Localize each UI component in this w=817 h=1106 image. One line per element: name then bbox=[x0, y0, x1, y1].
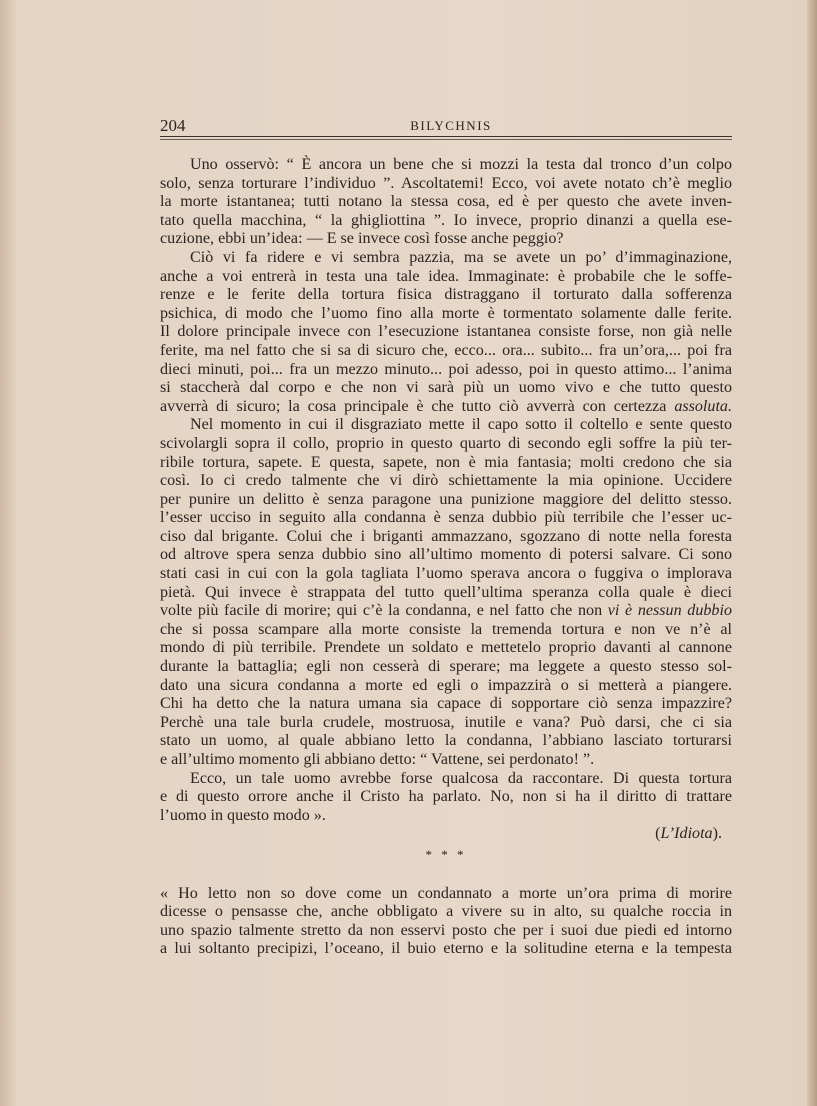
text-line bbox=[160, 940, 732, 959]
text-line bbox=[160, 751, 732, 770]
text-line-content: Uno osservò: “ È ancora un bene che si mozzi la testa dal tronco d’un colpo bbox=[190, 156, 732, 173]
text-line bbox=[160, 491, 732, 510]
text-line-content: od altrove spera senza dubbio sino all’ultimo momento di potersi salvare. Ci sono bbox=[160, 546, 732, 564]
running-title: BILYCHNIS bbox=[410, 118, 492, 133]
text-line bbox=[160, 922, 732, 941]
text-line bbox=[160, 584, 732, 603]
text-line bbox=[160, 528, 732, 547]
text-line-content: così. Io ci credo talmente che vi dirò schiettamente la mia opinione. Uccidere bbox=[160, 472, 732, 490]
text-line-content: tato quella macchina, “ la ghigliottina ”. Io invece, proprio dinanzi a quella ese- bbox=[160, 211, 732, 229]
text-line bbox=[160, 454, 732, 473]
text-line-content: a lui soltanto precipizi, l’oceano, il buio eterno e la solitudine eterna e la tempesta bbox=[160, 940, 732, 958]
text-line bbox=[160, 212, 732, 231]
text-line bbox=[160, 639, 732, 658]
text-line bbox=[160, 546, 732, 565]
text-line-content: Il dolore principale invece con l’esecuzione istantanea consiste forse, non già nelle bbox=[160, 323, 732, 341]
text-line bbox=[160, 230, 732, 249]
text-line bbox=[160, 903, 732, 922]
text-line-content: pietà. Qui invece è strappata del tutto quell’ultima speranza colla quale è dieci bbox=[160, 583, 732, 601]
text-line-content: stato un uomo, al quale abbiano letto la condanna, l’abbiano lasciato torturarsi bbox=[160, 732, 732, 750]
text-line-content: dato una sicura condanna a morte ed egli o impazzirà o si metterà a piangere. bbox=[160, 676, 732, 694]
text-line bbox=[160, 342, 732, 361]
text-line-content: renze e le ferite della tortura fisica distraggano il torturato dalla sofferenza bbox=[160, 286, 732, 304]
text-line bbox=[160, 249, 732, 268]
text-line-emphasis: vi è nessun dubbio bbox=[607, 602, 732, 620]
text-line-content: si staccherà dal corpo e che non vi sarà più un uomo vivo e che tutto questo bbox=[160, 379, 732, 397]
text-line bbox=[160, 305, 732, 324]
text-line bbox=[160, 621, 732, 640]
header-rule-secondary bbox=[160, 139, 732, 141]
text-line-content: psichica, di modo che l’uomo fino alla morte è tormentato solamente dalle ferite. bbox=[160, 304, 732, 322]
text-line bbox=[160, 435, 732, 454]
text-line-content: che si possa scampare alla morte consiste la tremenda tortura e non ve n’è al bbox=[160, 620, 732, 638]
text-line-content: uno spazio talmente stretto da non esservi posto che per i suoi due piedi ed intorno bbox=[160, 921, 732, 939]
text-line bbox=[160, 714, 732, 733]
source-attribution: (L’Idiota). bbox=[655, 825, 722, 843]
text-line bbox=[160, 695, 732, 714]
text-line-content: per punire un delitto è senza paragone una punizione maggiore del delitto stesso. bbox=[160, 490, 732, 508]
text-line bbox=[160, 565, 732, 584]
page-header bbox=[160, 116, 732, 136]
text-line bbox=[160, 156, 732, 175]
text-line bbox=[160, 732, 732, 751]
text-line-content: cuzione, ebbi un’idea: — E se invece così fosse anche peggio? bbox=[160, 230, 564, 248]
text-line-emphasis: assoluta. bbox=[674, 397, 732, 415]
text-line bbox=[160, 509, 732, 528]
text-line-content: la morte istantanea; tutti notano la stessa cosa, ed è per questo che avete inven- bbox=[160, 193, 732, 211]
text-line-content: e di questo orrore anche il Cristo ha parlato. No, non si ha il diritto di trattare bbox=[160, 788, 732, 806]
text-line bbox=[160, 193, 732, 212]
text-line-content: « Ho letto non so dove come un condannato a morte un’ora prima di morire bbox=[160, 884, 732, 902]
text-line-content: volte più facile di morire; qui c’è la condanna, e nel fatto che non bbox=[160, 602, 608, 620]
text-line-content: e all’ultimo momento gli abbiano detto: “ Vattene, sei perdonato! ”. bbox=[160, 751, 595, 768]
text-line bbox=[160, 323, 732, 342]
text-line bbox=[160, 398, 732, 417]
text-line bbox=[160, 658, 732, 677]
text-line bbox=[160, 770, 732, 789]
text-line bbox=[160, 416, 732, 435]
text-line bbox=[160, 472, 732, 491]
section-separator: * * * bbox=[425, 846, 467, 862]
text-line bbox=[160, 268, 732, 287]
body-text bbox=[160, 156, 732, 959]
text-line-content: Chi ha detto che la natura umana sia capace di sopportare ciò senza impazzire? bbox=[160, 695, 732, 713]
text-line-content: scivolargli sopra il collo, proprio in questo quarto di secondo egli soffre la più ter- bbox=[160, 434, 732, 452]
text-line bbox=[160, 788, 732, 807]
text-line-content: dicesse o pensasse che, anche obbligato a vivere su in alto, su qualche roccia in bbox=[160, 903, 732, 921]
text-line-content: ferite, ma nel fatto che si sa di sicuro che, ecco... ora... subito... fra un’ora,... poi fra bbox=[160, 341, 732, 359]
text-line bbox=[160, 379, 732, 398]
text-line bbox=[160, 677, 732, 696]
text-line bbox=[160, 885, 732, 904]
text-line-content: Ciò vi fa ridere e vi sembra pazzia, ma se avete un po’ d’immaginazione, bbox=[190, 248, 732, 266]
page-number: 204 bbox=[160, 116, 186, 135]
text-line-content: Ecco, un tale uomo avrebbe forse qualcosa da raccontare. Di questa tortura bbox=[190, 769, 732, 787]
text-line bbox=[160, 361, 732, 380]
text-line-content: anche a voi entrerà in testa una tale idea. Immaginate: è probabile che le soffe- bbox=[160, 267, 732, 285]
text-line-content: l’uomo in questo modo ». bbox=[160, 806, 326, 824]
text-line-content: durante la battaglia; egli non cesserà di sperare; ma leggete a questo stesso sol- bbox=[160, 658, 732, 676]
text-line-content: l’esser ucciso in seguito alla condanna è senza dubbio più terribile che l’esser uc- bbox=[160, 509, 732, 527]
text-line-content: ciso dal brigante. Colui che i briganti ammazzano, sgozzano di notte nella foresta bbox=[160, 527, 732, 545]
text-line-content: solo, senza torturare l’individuo ”. Ascoltatemi! Ecco, voi avete notato ch’è meglio bbox=[160, 174, 732, 192]
text-line-content: ribile tortura, sapete. E questa, sapete, non è mia fantasia; molti credono che sia bbox=[160, 453, 732, 471]
text-line-content: avverrà di sicuro; la cosa principale è che tutto ciò avverrà con certezza bbox=[160, 397, 675, 415]
text-line-content: mondo di più terribile. Prendete un soldato e mettetelo proprio davanti al cannone bbox=[160, 639, 732, 657]
text-line bbox=[160, 807, 732, 826]
paragraph-spacer bbox=[160, 865, 732, 885]
text-line-content: stati casi in cui con la gola tagliata l’uomo sperava ancora o fuggiva o implorava bbox=[160, 565, 732, 583]
text-line-content: Perchè una tale burla crudele, mostruosa, inutile e vana? Può darsi, che ci sia bbox=[160, 713, 732, 731]
text-line bbox=[160, 286, 732, 305]
page-spine-shadow bbox=[807, 0, 817, 1106]
text-line bbox=[160, 175, 732, 194]
text-line-content: dieci minuti, poi... fra un mezzo minuto... poi adesso, poi in questo attimo... l’anima bbox=[160, 360, 732, 378]
text-line-content: Nel momento in cui il disgraziato mette il capo sotto il coltello e sente questo bbox=[190, 416, 732, 434]
text-line bbox=[160, 602, 732, 621]
